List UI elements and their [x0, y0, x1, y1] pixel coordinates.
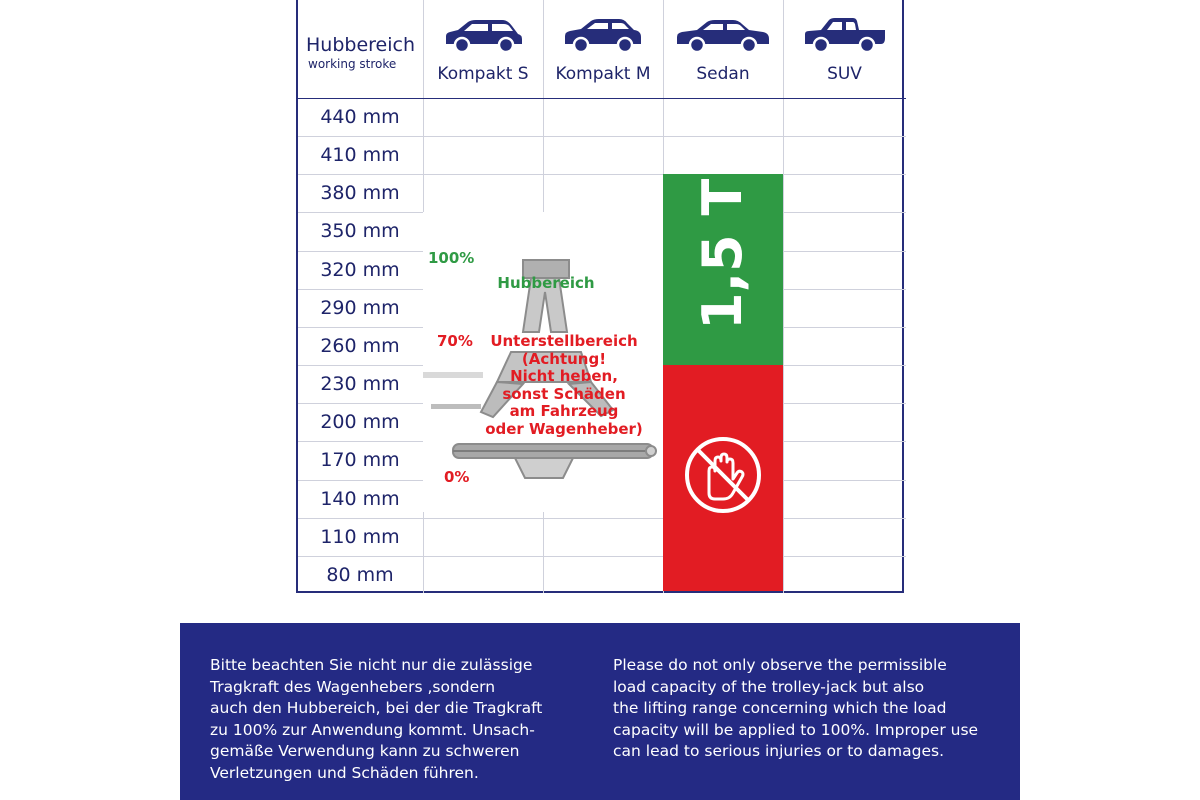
text-line: capacity will be applied to 100%. Improper use	[613, 720, 979, 739]
text-line: oder Wagenheber)	[485, 419, 643, 438]
notice-english	[613, 655, 993, 763]
percent-0: 0%	[444, 468, 470, 486]
row-label: 410 mm	[320, 144, 400, 167]
grid-col-line	[783, 0, 784, 593]
capacity-table	[296, 0, 904, 593]
compact-car-icon	[561, 14, 645, 54]
row-label: 290 mm	[320, 296, 400, 319]
text-line: gemäße Verwendung kann zu schweren	[210, 742, 520, 760]
text-line: the lifting range concerning which the load	[613, 699, 947, 717]
percent-100: 100%	[428, 249, 475, 267]
support-range-note	[478, 333, 650, 438]
row-label: 170 mm	[320, 449, 400, 472]
text-line: am Fahrzeug	[509, 402, 619, 420]
text-line: can lead to serious injuries or to damages.	[613, 742, 945, 760]
text-line: Please do not only observe the permissible	[613, 656, 947, 674]
notice-banner	[180, 623, 1020, 800]
row-label: 140 mm	[320, 487, 400, 510]
row-label: 440 mm	[320, 106, 400, 128]
column-label: Kompakt S	[437, 64, 529, 84]
lifting-range-note: Hubbereich	[497, 274, 595, 292]
text-line: Bitte beachten Sie nicht nur die zulässige	[210, 656, 533, 674]
range-subtitle: working stroke	[308, 57, 397, 71]
text-line: zu 100% zur Anwendung kommt. Unsach-	[210, 720, 535, 739]
text-line: (Achtung!	[521, 349, 607, 368]
text-line: sonst Schäden	[502, 384, 626, 403]
row-label: 80 mm	[326, 563, 394, 586]
row-label: 110 mm	[320, 525, 400, 548]
row-label: 350 mm	[320, 220, 400, 243]
text-line: Nicht heben,	[510, 367, 618, 385]
text-line: Unterstellbereich	[490, 332, 638, 350]
text-line: auch den Hubbereich, bei der die Tragkraft	[210, 699, 543, 717]
sedan-car-icon	[675, 14, 771, 54]
notice-german	[210, 655, 590, 784]
text-line: Tragkraft des Wagenhebers ,sondern	[210, 677, 496, 696]
row-label: 230 mm	[320, 373, 400, 396]
row-label: 380 mm	[320, 182, 400, 205]
column-label: SUV	[827, 64, 862, 84]
no-hand-icon	[681, 433, 765, 517]
column-label: Sedan	[696, 64, 750, 84]
percent-70: 70%	[437, 332, 473, 350]
row-label: 200 mm	[320, 411, 400, 434]
hatchback-car-icon	[440, 14, 526, 54]
range-title: Hubbereich	[306, 34, 415, 56]
text-line: load capacity of the trolley-jack but also	[613, 677, 925, 696]
pickup-suv-icon	[803, 14, 887, 54]
column-label: Kompakt M	[555, 64, 651, 84]
row-label: 320 mm	[320, 258, 400, 281]
capacity-label: 1,5 T	[691, 178, 754, 330]
text-line: Verletzungen und Schäden führen.	[210, 763, 479, 782]
row-label: 260 mm	[320, 334, 400, 357]
